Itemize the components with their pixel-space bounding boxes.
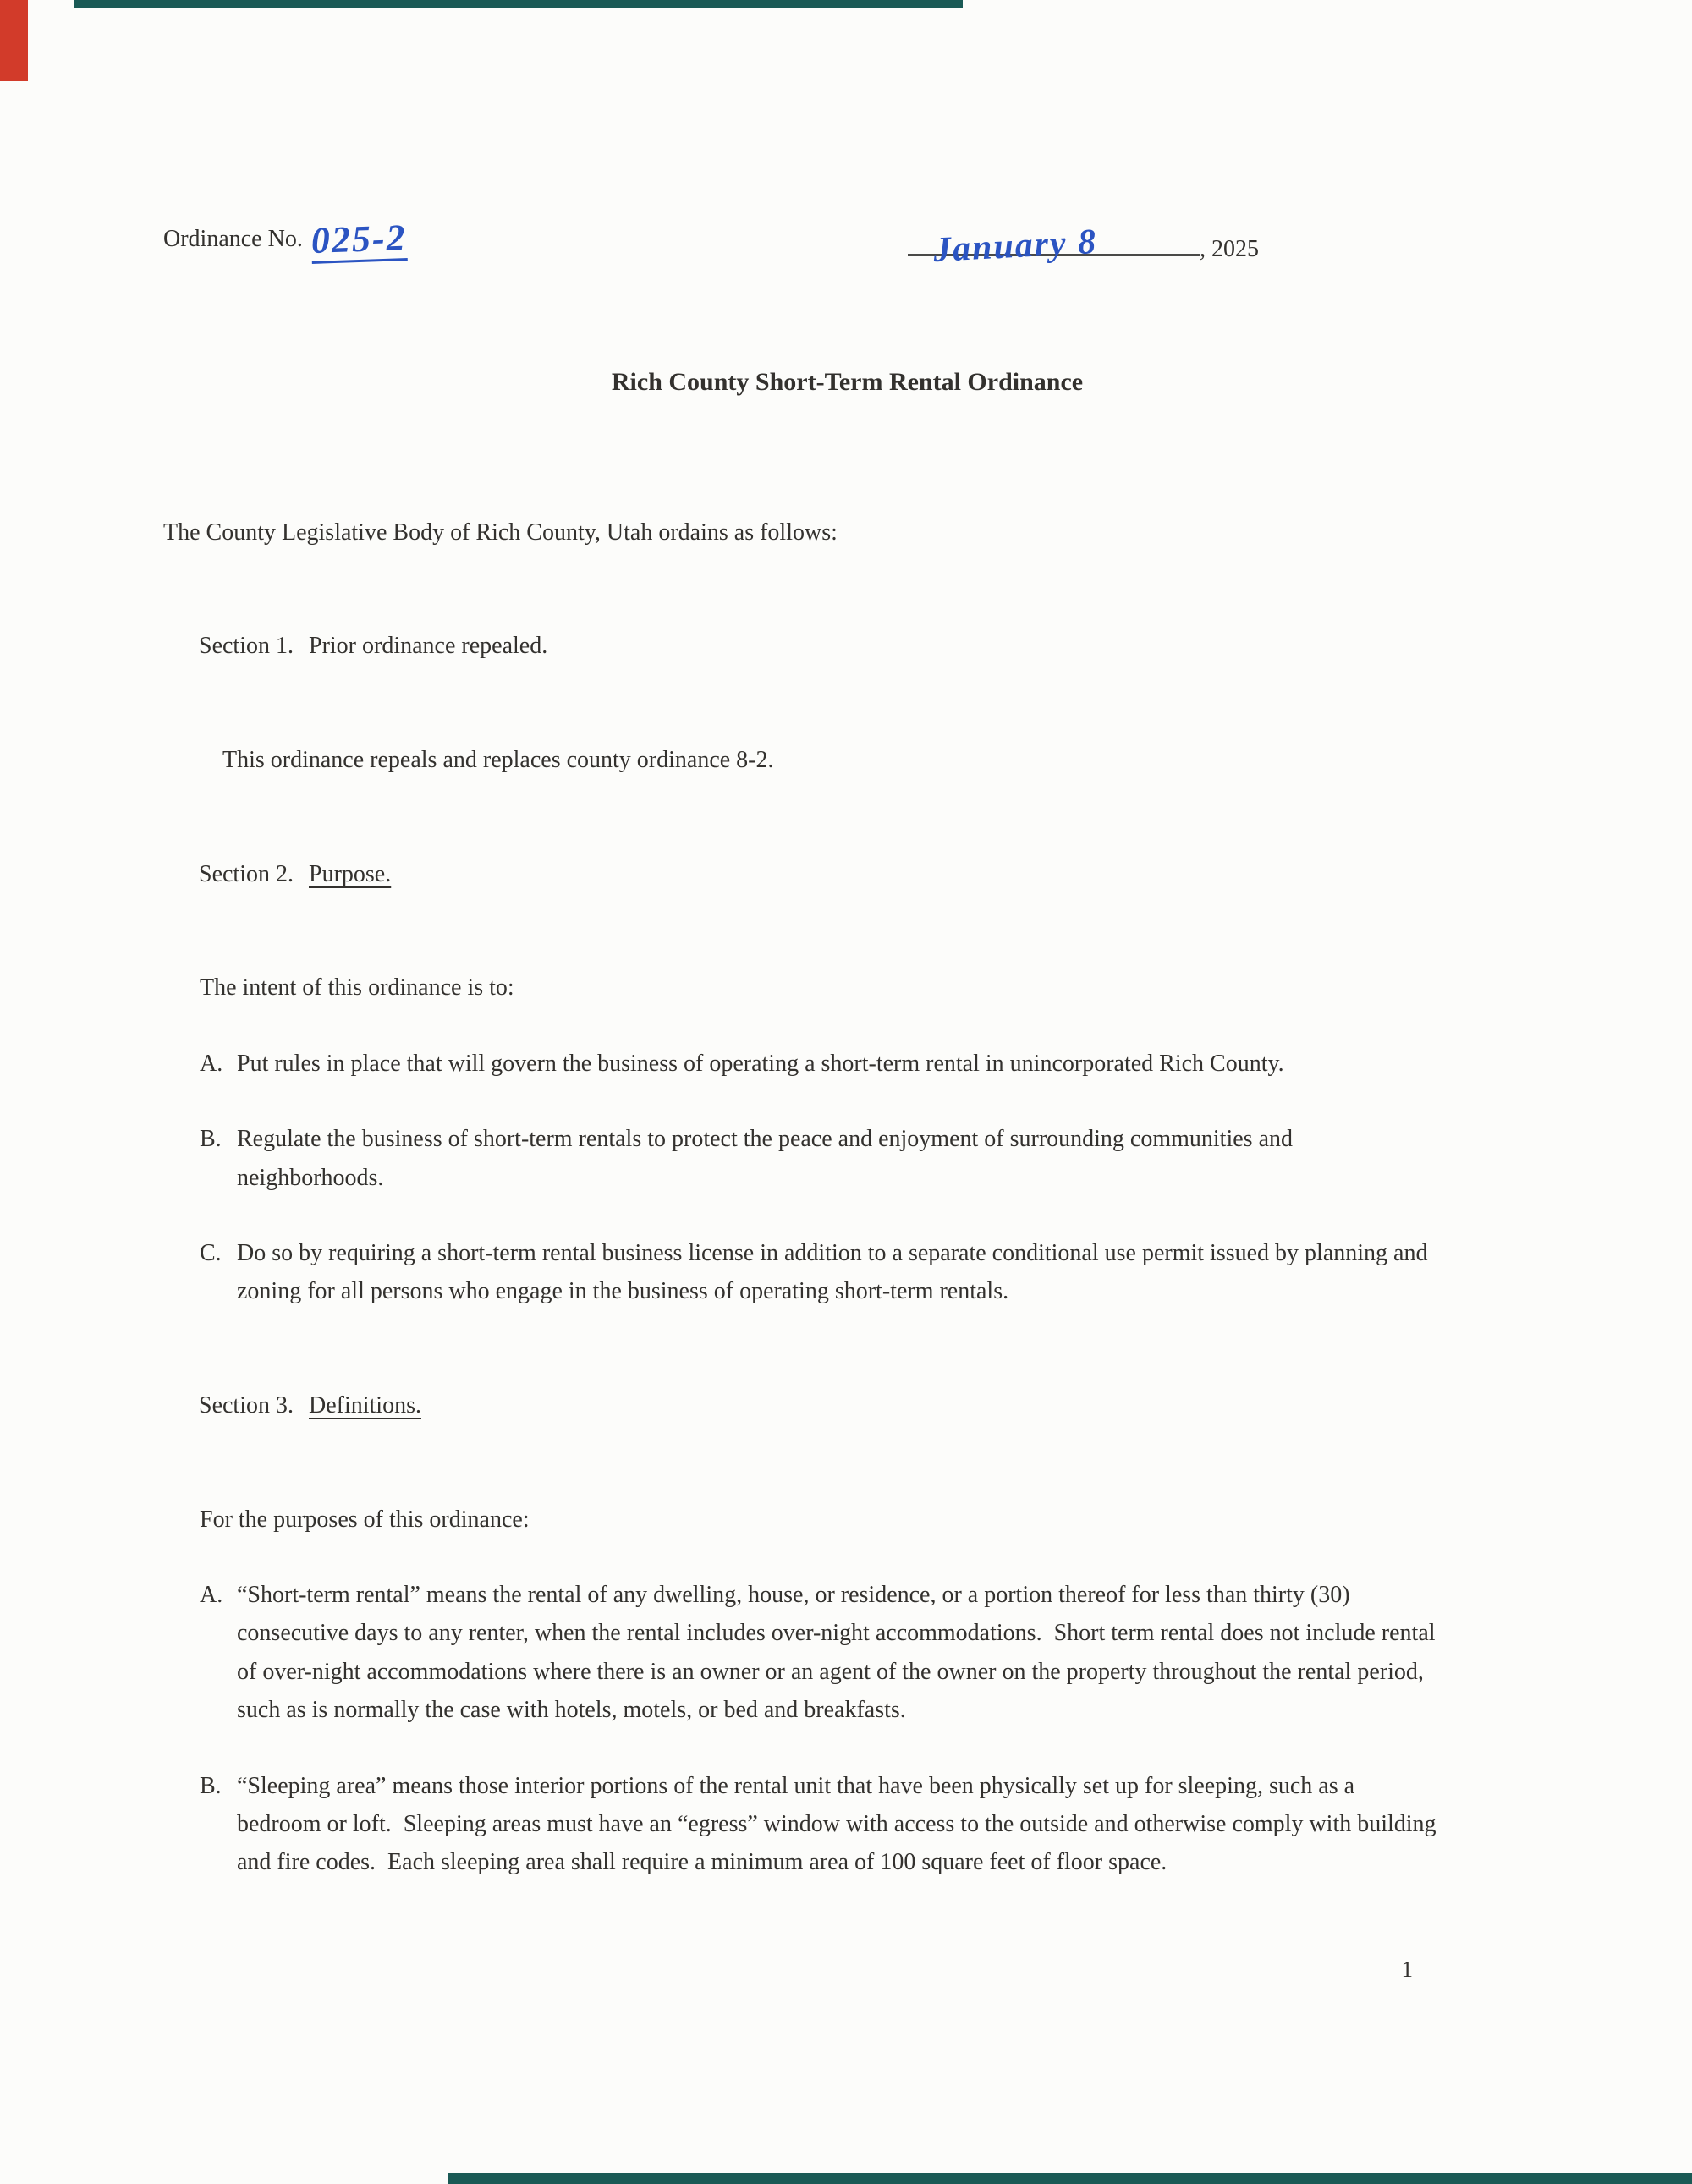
list-item-text: Do so by requiring a short-term rental business license in addition to a separate conditional use permit issued by planning and zoning for all persons who engage in the business of operating short-term rentals. <box>237 1239 1434 1305</box>
section-3-intro: For the purposes of this ordinance: <box>200 1506 530 1533</box>
section-2-title: Purpose. <box>309 860 392 887</box>
date-line <box>908 220 1259 271</box>
list-item-text: Regulate the business of short-term rentals to protect the peace and enjoyment of surrounding communities and neighborhoods. <box>237 1126 1299 1191</box>
list-item-letter: A. <box>200 1050 223 1077</box>
section-1-title: Prior ordinance repealed. <box>309 633 548 660</box>
list-item-letter: B. <box>200 1772 222 1799</box>
document-title: Rich County Short-Term Rental Ordinance <box>611 368 1084 396</box>
date-year: , 2025 <box>1200 236 1259 262</box>
scan-artifact-bottom-bar <box>448 2173 1692 2184</box>
scan-artifact-top-bar <box>74 0 963 8</box>
section-1-heading <box>163 589 1438 704</box>
list-item <box>200 1120 1438 1197</box>
list-item-text: “Short-term rental” means the rental of any dwelling, house, or residence, or a portion thereof for less than thirty (30) consecutive days to any renter, when the rental includes over-night accommodations. Short term rental does not include rental of over-night accommodations where there is an owner or an agent of the owner on the property throughout the rental period, such as is normally the case with hotels, motels, or bed and breakfasts. <box>237 1582 1442 1724</box>
date-handwritten: January 8 <box>931 222 1099 271</box>
ordinance-number-line <box>163 217 408 262</box>
date-blank-line <box>908 220 1200 271</box>
list-item <box>200 1576 1442 1729</box>
section-1-paragraph: This ordinance repeals and replaces county ordinance 8-2. <box>222 747 774 774</box>
section-3-label: Section 3. <box>199 1391 294 1419</box>
list-item <box>200 1767 1442 1882</box>
document-header <box>163 211 1438 271</box>
document-content <box>163 211 1442 1919</box>
ordinance-number-handwritten: 025-2 <box>310 219 407 264</box>
list-item-letter: C. <box>200 1239 222 1266</box>
list-item-letter: B. <box>200 1126 222 1153</box>
ordains-intro: The County Legislative Body of Rich County, Utah ordains as follows: <box>163 519 838 546</box>
list-item-text: “Sleeping area” means those interior portions of the rental unit that have been physically set up for sleeping, such as a bedroom or loft. Sleeping areas must have an “egress” window with access to the outside and otherwise comply with building and fire codes. Each sleeping area shall require a minimum area of 100 square feet of floor space. <box>237 1772 1442 1876</box>
section-2-heading <box>163 816 1438 931</box>
section-3-title: Definitions. <box>309 1391 421 1419</box>
list-item <box>200 1234 1438 1311</box>
section-1-label: Section 1. <box>199 633 294 660</box>
scan-artifact-corner-mark <box>0 0 28 81</box>
section-2-intro: The intent of this ordinance is to: <box>200 974 514 1001</box>
page-number: 1 <box>1401 1956 1413 1982</box>
list-item-text: Put rules in place that will govern the business of operating a short-term rental in unincorporated Rich County. <box>237 1050 1284 1077</box>
list-item <box>200 1045 1438 1083</box>
section-3-heading <box>163 1348 1438 1463</box>
section-2-label: Section 2. <box>199 860 294 887</box>
list-item-letter: A. <box>200 1582 223 1609</box>
ordinance-number-label: Ordinance No. <box>163 226 303 252</box>
